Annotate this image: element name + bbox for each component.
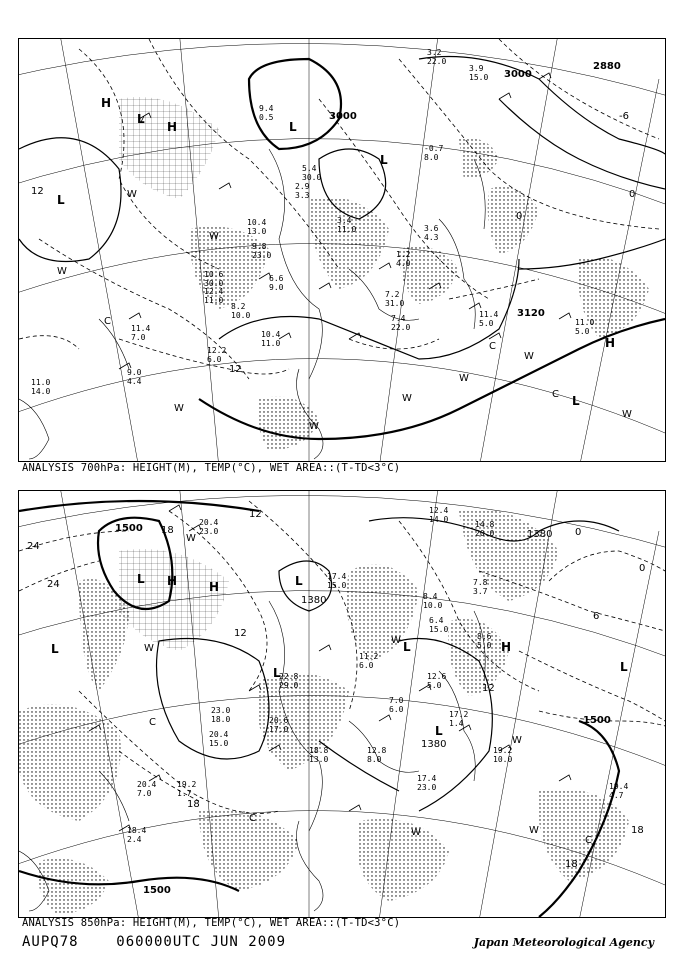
cold-center-marker: C	[104, 316, 111, 327]
svg-text:2.9: 2.9	[295, 182, 310, 191]
cold-center-marker: C	[489, 341, 496, 352]
station-plot	[279, 672, 298, 690]
svg-text:14.0: 14.0	[31, 387, 51, 396]
contour-label: 12	[229, 364, 242, 375]
svg-text:11.0: 11.0	[261, 339, 281, 348]
svg-text:4.3: 4.3	[424, 233, 439, 242]
station-plot	[359, 652, 378, 670]
svg-text:12.4: 12.4	[204, 287, 224, 296]
svg-text:3.2: 3.2	[427, 48, 442, 57]
station-plot	[475, 520, 494, 538]
warm-center-marker: W	[209, 231, 219, 242]
svg-text:15.0: 15.0	[429, 625, 449, 634]
svg-text:17.2: 17.2	[449, 710, 469, 719]
svg-text:8.0: 8.0	[367, 755, 382, 764]
svg-text:10.4: 10.4	[261, 330, 281, 339]
station-plot	[177, 780, 196, 798]
contour-label: 3000	[329, 111, 357, 122]
svg-text:10.6: 10.6	[204, 270, 224, 279]
station-plot	[473, 578, 488, 596]
svg-text:14.0: 14.0	[429, 515, 449, 524]
station-plot	[127, 368, 142, 386]
svg-text:18.0: 18.0	[211, 715, 231, 724]
contour-label: 0	[575, 527, 582, 538]
svg-text:17.4: 17.4	[327, 572, 347, 581]
low-center-marker: L	[380, 153, 388, 167]
svg-text:15.0: 15.0	[327, 581, 347, 590]
station-plot	[429, 506, 448, 524]
station-plot	[259, 104, 274, 122]
station-plot	[477, 632, 492, 650]
contour-label: 12	[31, 186, 44, 197]
contour-label: 1380	[301, 595, 327, 606]
high-center-marker: H	[167, 120, 178, 134]
svg-text:11.0: 11.0	[575, 318, 595, 327]
svg-text:3.6: 3.6	[424, 224, 439, 233]
contour-label: -6	[619, 111, 629, 122]
svg-text:22.0: 22.0	[391, 323, 411, 332]
station-plot	[424, 224, 439, 242]
svg-text:20.4: 20.4	[199, 518, 219, 527]
svg-text:8.2: 8.2	[231, 302, 246, 311]
svg-text:12.2: 12.2	[207, 346, 227, 355]
low-center-marker: L	[295, 574, 303, 588]
station-plot	[199, 518, 218, 536]
svg-text:20.6: 20.6	[269, 716, 289, 725]
station-plot	[423, 592, 442, 610]
station-plot	[204, 270, 223, 288]
station-plot	[391, 314, 410, 332]
svg-text:22.0: 22.0	[427, 57, 447, 66]
contour-label: 1380	[421, 739, 447, 750]
station-plot	[209, 730, 228, 748]
cold-center-marker: C	[149, 717, 156, 728]
svg-text:1.4: 1.4	[449, 719, 464, 728]
contour-label: 18	[631, 825, 644, 836]
warm-center-marker: W	[127, 189, 137, 200]
svg-text:11.0: 11.0	[337, 225, 357, 234]
station-plot	[31, 378, 50, 396]
svg-text:5.4: 5.4	[302, 164, 317, 173]
cold-center-marker: C	[249, 813, 256, 824]
warm-center-marker: W	[402, 393, 412, 404]
station-plot	[449, 710, 468, 728]
high-center-marker: H	[605, 336, 616, 350]
contour-label: 1380	[527, 529, 553, 540]
high-center-marker: H	[101, 96, 112, 110]
station-plot	[396, 250, 411, 268]
station-plot	[247, 218, 266, 236]
station-plot	[302, 164, 321, 182]
coastlines	[19, 149, 485, 459]
svg-text:18.8: 18.8	[309, 746, 329, 755]
contour-label: 3120	[517, 308, 545, 319]
svg-text:6.0: 6.0	[207, 355, 222, 364]
warm-center-marker: W	[57, 266, 67, 277]
cold-center-marker: C	[552, 389, 559, 400]
svg-text:5.0: 5.0	[479, 319, 494, 328]
station-plot	[131, 324, 150, 342]
svg-text:30.0: 30.0	[302, 173, 322, 182]
svg-text:22.8: 22.8	[279, 672, 299, 681]
svg-text:23.0: 23.0	[211, 706, 231, 715]
contour-label: 1500	[143, 885, 171, 896]
high-center-marker: H	[167, 574, 178, 588]
low-center-marker: L	[435, 724, 443, 738]
low-center-marker: L	[289, 120, 297, 134]
svg-text:8.6: 8.6	[477, 632, 492, 641]
svg-text:19.2: 19.2	[177, 780, 197, 789]
warm-center-marker: W	[309, 421, 319, 432]
svg-text:9.0: 9.0	[127, 368, 142, 377]
svg-text:5.0: 5.0	[575, 327, 590, 336]
contour-label: 12	[234, 628, 247, 639]
station-plot	[469, 64, 488, 82]
warm-center-marker: W	[524, 351, 534, 362]
warm-center-marker: W	[144, 643, 154, 654]
station-plot	[429, 616, 448, 634]
svg-text:10.0: 10.0	[231, 311, 251, 320]
station-plot	[137, 780, 156, 798]
svg-text:0.5: 0.5	[259, 113, 274, 122]
contour-label: 1500	[115, 523, 143, 534]
station-plot	[417, 774, 436, 792]
svg-text:7.0: 7.0	[137, 789, 152, 798]
svg-text:3.3: 3.3	[295, 191, 310, 200]
svg-text:20.4: 20.4	[137, 780, 157, 789]
station-plot	[269, 274, 284, 292]
station-plot	[609, 782, 628, 800]
svg-text:4.4: 4.4	[127, 377, 142, 386]
agency-credit: Japan Meteorological Agency	[473, 936, 654, 949]
svg-text:10.0: 10.0	[423, 601, 443, 610]
svg-text:10.4: 10.4	[247, 218, 267, 227]
svg-text:7.4: 7.4	[391, 314, 406, 323]
svg-text:30.0: 30.0	[204, 279, 224, 288]
svg-text:13.0: 13.0	[247, 227, 267, 236]
station-plot	[427, 672, 446, 690]
svg-text:8.0: 8.0	[424, 153, 439, 162]
svg-text:12.6: 12.6	[427, 672, 447, 681]
station-plot	[127, 826, 146, 844]
warm-center-marker: W	[174, 403, 184, 414]
svg-text:23.0: 23.0	[199, 527, 219, 536]
chart-850hpa-svg	[19, 491, 665, 917]
contour-label: 24	[27, 541, 40, 552]
svg-text:6.4: 6.4	[429, 616, 444, 625]
svg-text:12.4: 12.4	[429, 506, 449, 515]
warm-center-marker: W	[391, 635, 401, 646]
svg-text:7.0: 7.0	[131, 333, 146, 342]
svg-text:11.0: 11.0	[31, 378, 51, 387]
svg-text:17.0: 17.0	[269, 725, 289, 734]
high-center-marker: H	[209, 580, 220, 594]
svg-text:7.2: 7.2	[385, 290, 400, 299]
low-center-marker: L	[620, 660, 628, 674]
wet-areas	[19, 509, 629, 915]
svg-text:2.4: 2.4	[127, 835, 142, 844]
contour-label: 18	[565, 859, 578, 870]
svg-text:13.0: 13.0	[309, 755, 329, 764]
svg-text:8.4: 8.4	[423, 592, 438, 601]
svg-text:9.0: 9.0	[269, 283, 284, 292]
high-center-marker: H	[501, 640, 512, 654]
station-plot	[309, 746, 328, 764]
station-plot	[207, 346, 226, 364]
contour-label: 2880	[593, 61, 621, 72]
low-center-marker: L	[273, 666, 281, 680]
svg-text:3.9: 3.9	[469, 64, 484, 73]
contour-label: 0	[639, 563, 646, 574]
svg-text:-0.7: -0.7	[424, 144, 444, 153]
station-plot	[389, 696, 404, 714]
svg-text:20.4: 20.4	[209, 730, 229, 739]
svg-text:23.0: 23.0	[252, 251, 272, 260]
svg-text:6.6: 6.6	[269, 274, 284, 283]
svg-text:11.4: 11.4	[131, 324, 151, 333]
svg-text:10.0: 10.0	[493, 755, 513, 764]
svg-text:19.2: 19.2	[493, 746, 513, 755]
svg-text:15.0: 15.0	[209, 739, 229, 748]
warm-center-marker: W	[512, 735, 522, 746]
contour-label: 1500	[583, 715, 611, 726]
station-plot	[367, 746, 386, 764]
contour-label: 18	[187, 799, 200, 810]
svg-text:1.2: 1.2	[396, 250, 411, 259]
chart-product-code: AUPQ78 060000UTC JUN 2009	[22, 934, 287, 950]
low-center-marker: L	[403, 640, 411, 654]
station-plot	[295, 182, 310, 200]
station-plot	[493, 746, 512, 764]
svg-text:19.4: 19.4	[609, 782, 629, 791]
chart-700hpa-caption: ANALYSIS 700hPa: HEIGHT(M), TEMP(°C), WET AREA::(T-TD<3°C)	[22, 462, 401, 474]
station-plot	[269, 716, 288, 734]
station-plot	[424, 144, 443, 162]
station-plot	[479, 310, 498, 328]
contour-label: 12	[482, 683, 495, 694]
warm-center-marker: W	[459, 373, 469, 384]
svg-text:29.0: 29.0	[279, 681, 299, 690]
cold-center-marker: C	[585, 835, 592, 846]
contour-label: 24	[47, 579, 60, 590]
chart-850hpa	[18, 490, 666, 918]
low-center-marker: L	[57, 193, 65, 207]
svg-text:9.4: 9.4	[259, 104, 274, 113]
station-plot	[327, 572, 346, 590]
warm-center-marker: W	[411, 827, 421, 838]
contour-label: 18	[161, 525, 174, 536]
svg-text:7.0: 7.0	[389, 696, 404, 705]
svg-text:1.7: 1.7	[177, 789, 192, 798]
svg-text:31.0: 31.0	[385, 299, 405, 308]
svg-text:7.8: 7.8	[473, 578, 488, 587]
low-center-marker: L	[51, 642, 59, 656]
svg-text:11.4: 11.4	[479, 310, 499, 319]
station-plot	[231, 302, 250, 320]
svg-text:5.0: 5.0	[427, 681, 442, 690]
svg-text:15.0: 15.0	[469, 73, 489, 82]
svg-text:6.0: 6.0	[359, 661, 374, 670]
station-plot	[211, 706, 230, 724]
svg-text:23.0: 23.0	[417, 783, 437, 792]
low-center-marker: L	[572, 394, 580, 408]
svg-text:18.4: 18.4	[127, 826, 147, 835]
contour-label: 12	[249, 509, 262, 520]
svg-text:14.8: 14.8	[475, 520, 495, 529]
station-plot	[204, 287, 223, 305]
svg-text:12.8: 12.8	[367, 746, 387, 755]
svg-text:3.7: 3.7	[473, 587, 488, 596]
warm-center-marker: W	[622, 409, 632, 420]
svg-text:11.0: 11.0	[204, 296, 224, 305]
contour-label: 0	[629, 189, 636, 200]
warm-center-marker: W	[186, 533, 196, 544]
svg-text:4.7: 4.7	[609, 791, 624, 800]
contour-label: 3000	[504, 69, 532, 80]
low-center-marker: L	[137, 112, 145, 126]
svg-text:11.2: 11.2	[359, 652, 379, 661]
warm-center-marker: W	[529, 825, 539, 836]
station-plot	[427, 48, 446, 66]
station-plot	[385, 290, 404, 308]
contour-label: 6	[593, 611, 600, 622]
chart-850hpa-caption: ANALYSIS 850hPa: HEIGHT(M), TEMP(°C), WET AREA::(T-TD<3°C)	[22, 917, 401, 929]
svg-text:5.0: 5.0	[477, 641, 492, 650]
svg-text:20.0: 20.0	[475, 529, 495, 538]
svg-text:6.0: 6.0	[389, 705, 404, 714]
chart-700hpa	[18, 38, 666, 462]
contour-label: 0	[516, 211, 523, 222]
svg-text:17.4: 17.4	[417, 774, 437, 783]
low-center-marker: L	[137, 572, 145, 586]
chart-700hpa-svg	[19, 39, 665, 461]
station-plot	[261, 330, 280, 348]
svg-text:9.8: 9.8	[252, 242, 267, 251]
svg-text:3.4: 3.4	[337, 216, 352, 225]
svg-text:4.0: 4.0	[396, 259, 411, 268]
